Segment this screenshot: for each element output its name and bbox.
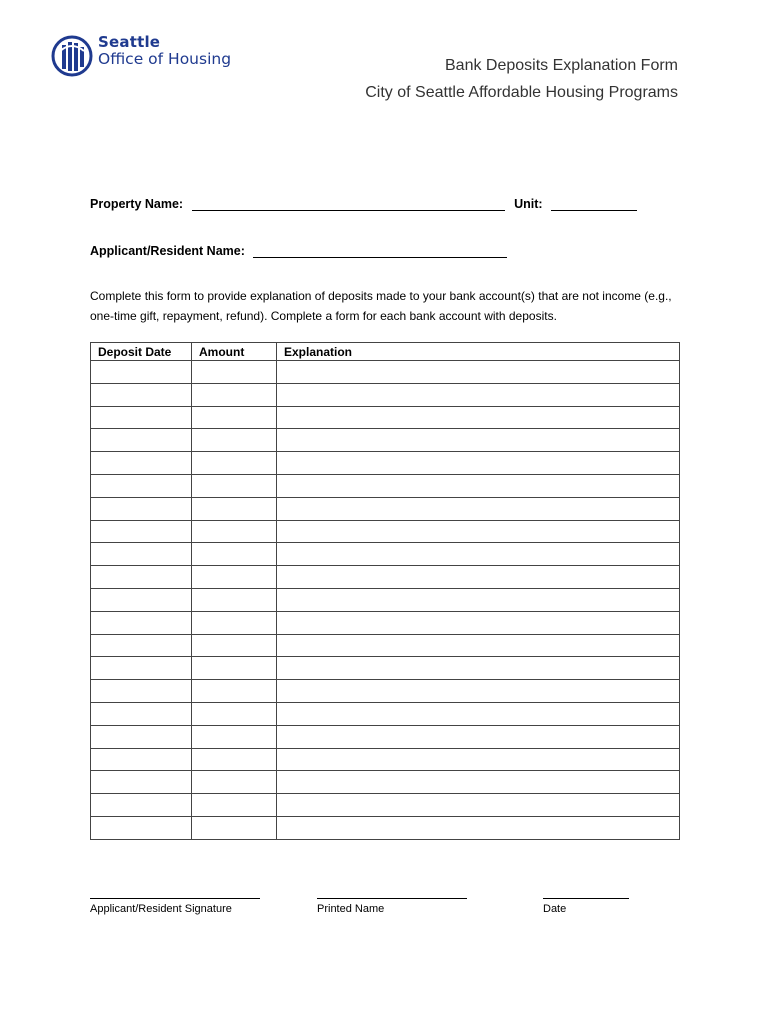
applicant-signature-line[interactable] (90, 898, 260, 915)
table-row (91, 657, 680, 680)
amount-cell[interactable] (192, 520, 277, 543)
deposit-date-cell[interactable] (91, 725, 192, 748)
explanation-cell[interactable] (277, 725, 680, 748)
seattle-seal-icon (50, 33, 94, 79)
printed-name-line[interactable] (317, 898, 467, 915)
deposits-table (90, 342, 680, 840)
deposit-date-cell[interactable] (91, 543, 192, 566)
deposit-date-cell[interactable] (91, 361, 192, 384)
explanation-cell[interactable] (277, 657, 680, 680)
logo-line-seattle: Seattle (98, 33, 161, 51)
explanation-cell[interactable] (277, 680, 680, 703)
table-row (91, 794, 680, 817)
deposit-date-cell[interactable] (91, 794, 192, 817)
amount-cell[interactable] (192, 657, 277, 680)
property-unit-row (90, 197, 643, 211)
printed-name-label: Printed Name (317, 903, 385, 915)
explanation-cell[interactable] (277, 566, 680, 589)
deposit-date-cell[interactable] (91, 452, 192, 475)
printed-name-block (317, 888, 467, 915)
table-header-row (91, 343, 680, 361)
table-row (91, 566, 680, 589)
explanation-cell[interactable] (277, 406, 680, 429)
table-row (91, 725, 680, 748)
table-row (91, 588, 680, 611)
amount-cell[interactable] (192, 748, 277, 771)
amount-cell[interactable] (192, 702, 277, 725)
explanation-cell[interactable] (277, 588, 680, 611)
deposit-date-cell[interactable] (91, 611, 192, 634)
deposit-date-cell[interactable] (91, 657, 192, 680)
explanation-cell[interactable] (277, 543, 680, 566)
applicant-row (90, 244, 513, 258)
explanation-cell[interactable] (277, 497, 680, 520)
table-row (91, 680, 680, 703)
table-row (91, 474, 680, 497)
amount-cell[interactable] (192, 429, 277, 452)
applicant-signature-label: Applicant/Resident Signature (90, 903, 232, 915)
explanation-cell[interactable] (277, 816, 680, 839)
deposit-date-cell[interactable] (91, 429, 192, 452)
table-row (91, 452, 680, 475)
explanation-cell[interactable] (277, 611, 680, 634)
table-row (91, 543, 680, 566)
signature-block (90, 888, 260, 915)
deposit-rows (91, 361, 680, 840)
table-row (91, 520, 680, 543)
date-block (543, 888, 629, 915)
explanation-cell[interactable] (277, 452, 680, 475)
amount-cell[interactable] (192, 794, 277, 817)
header-amount: Amount (192, 343, 277, 361)
amount-cell[interactable] (192, 588, 277, 611)
explanation-cell[interactable] (277, 771, 680, 794)
unit-label: Unit: (514, 197, 543, 211)
deposit-date-cell[interactable] (91, 566, 192, 589)
explanation-cell[interactable] (277, 634, 680, 657)
table-row (91, 816, 680, 839)
date-label: Date (543, 903, 567, 915)
deposit-date-cell[interactable] (91, 771, 192, 794)
table-row (91, 634, 680, 657)
property-name-field[interactable] (192, 197, 505, 211)
table-row (91, 611, 680, 634)
amount-cell[interactable] (192, 611, 277, 634)
amount-cell[interactable] (192, 383, 277, 406)
deposit-date-cell[interactable] (91, 748, 192, 771)
form-subtitle: City of Seattle Affordable Housing Programs (365, 84, 678, 101)
seattle-office-of-housing-logo (50, 33, 250, 79)
deposit-date-cell[interactable] (91, 474, 192, 497)
table-row (91, 406, 680, 429)
applicant-name-field[interactable] (253, 244, 507, 258)
amount-cell[interactable] (192, 497, 277, 520)
amount-cell[interactable] (192, 406, 277, 429)
amount-cell[interactable] (192, 452, 277, 475)
amount-cell[interactable] (192, 361, 277, 384)
amount-cell[interactable] (192, 474, 277, 497)
amount-cell[interactable] (192, 566, 277, 589)
explanation-cell[interactable] (277, 361, 680, 384)
amount-cell[interactable] (192, 725, 277, 748)
amount-cell[interactable] (192, 543, 277, 566)
explanation-cell[interactable] (277, 383, 680, 406)
deposit-date-cell[interactable] (91, 634, 192, 657)
deposit-date-cell[interactable] (91, 520, 192, 543)
explanation-cell[interactable] (277, 702, 680, 725)
date-line[interactable] (543, 898, 629, 915)
table-row (91, 702, 680, 725)
unit-field[interactable] (551, 197, 637, 211)
form-title: Bank Deposits Explanation Form (445, 57, 678, 74)
property-name-label: Property Name: (90, 197, 184, 211)
applicant-name-label: Applicant/Resident Name: (90, 244, 245, 258)
table-row (91, 497, 680, 520)
table-row (91, 361, 680, 384)
instructions-text: Complete this form to provide explanation of deposits made to your bank account(s) that are not income (e.g., one-time gift, repayment, refund). Complete a form for each bank account with deposits. (90, 289, 672, 323)
deposit-date-cell[interactable] (91, 497, 192, 520)
deposit-date-cell[interactable] (91, 588, 192, 611)
table-row (91, 771, 680, 794)
deposit-date-cell[interactable] (91, 406, 192, 429)
table-row (91, 383, 680, 406)
deposit-date-cell[interactable] (91, 680, 192, 703)
logo-line-office: Office of Housing (98, 50, 232, 68)
deposit-date-cell[interactable] (91, 816, 192, 839)
header-deposit-date: Deposit Date (91, 343, 192, 361)
amount-cell[interactable] (192, 771, 277, 794)
explanation-cell[interactable] (277, 794, 680, 817)
header-explanation: Explanation (277, 343, 680, 361)
amount-cell[interactable] (192, 816, 277, 839)
deposit-date-cell[interactable] (91, 383, 192, 406)
explanation-cell[interactable] (277, 748, 680, 771)
amount-cell[interactable] (192, 634, 277, 657)
amount-cell[interactable] (192, 680, 277, 703)
table-row (91, 748, 680, 771)
explanation-cell[interactable] (277, 474, 680, 497)
table-row (91, 429, 680, 452)
explanation-cell[interactable] (277, 520, 680, 543)
deposit-date-cell[interactable] (91, 702, 192, 725)
explanation-cell[interactable] (277, 429, 680, 452)
document-header (365, 52, 678, 106)
